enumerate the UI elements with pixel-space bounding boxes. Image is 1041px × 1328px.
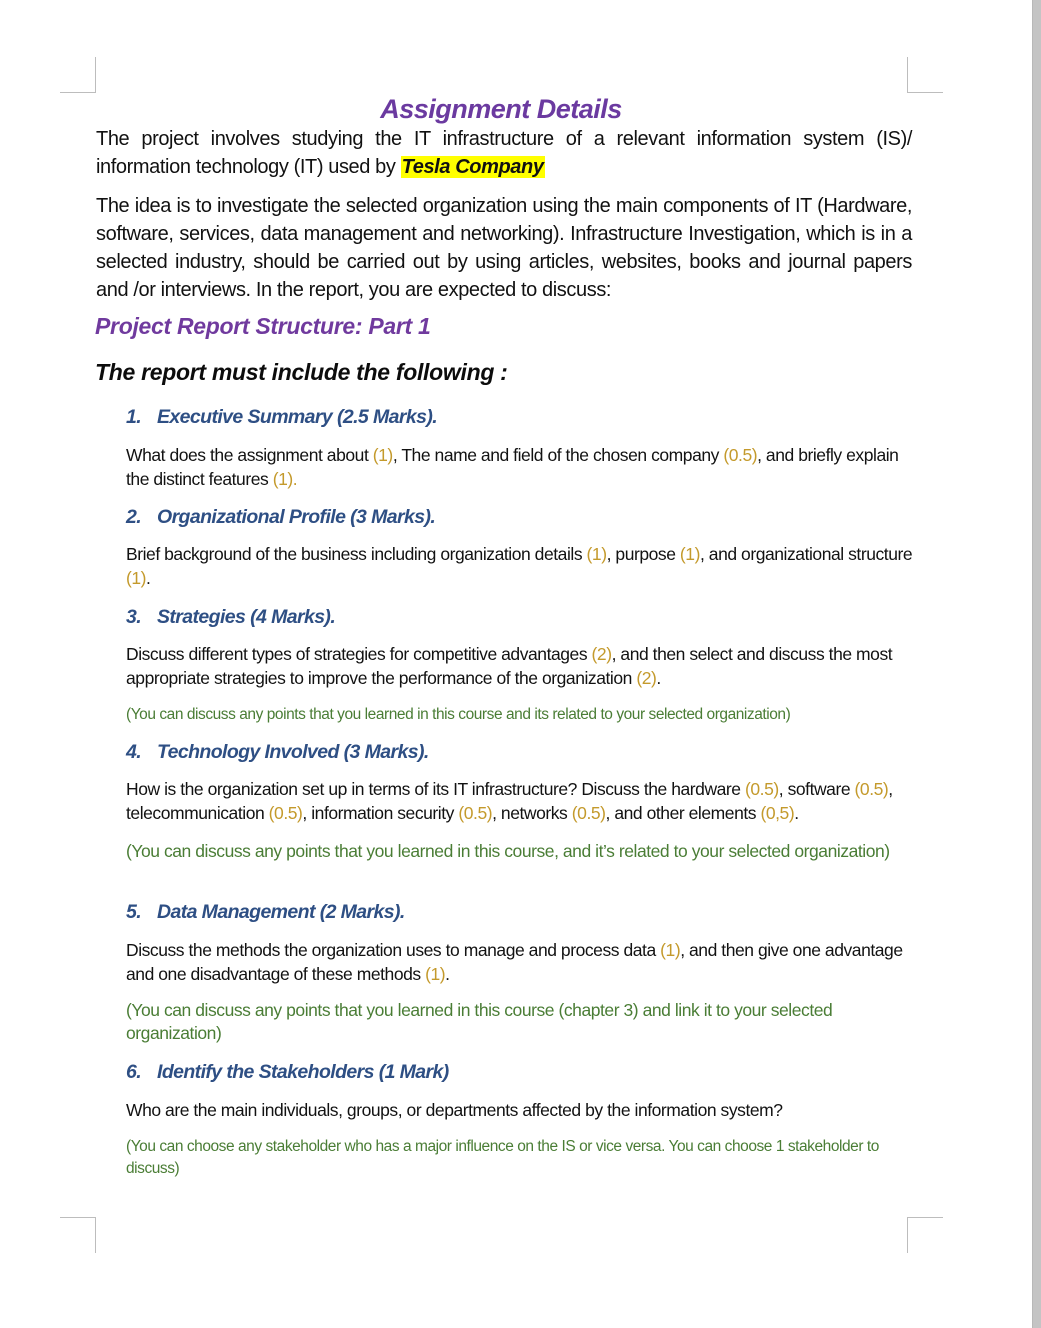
- vertical-scrollbar[interactable]: [1032, 0, 1041, 1328]
- page-corner-mark-bottom-left: [60, 1217, 96, 1253]
- body-text-run: , The name and field of the chosen company: [392, 445, 724, 465]
- item-body-executive-summary: [126, 444, 916, 491]
- item-body-stakeholders: [126, 1099, 916, 1123]
- intro-paragraph-1-text: The project involves studying the IT infrastructure of a relevant information system (IS)/ information technology (IT) used by: [96, 128, 912, 178]
- mark-value: (0,5): [760, 802, 795, 823]
- mark-value: (0.5): [458, 802, 493, 823]
- body-text-run: , and other elements: [605, 802, 761, 823]
- mark-value: (1): [679, 544, 700, 564]
- item-note-stakeholders: (You can choose any stakeholder who has a major influence on the IS or vice versa. You can choose 1 stakeholder to discuss): [126, 1138, 879, 1177]
- mark-value: (0.5): [723, 445, 758, 465]
- intro-paragraph-2: The idea is to investigate the selected organization using the main components of IT (Hardware, software, services, data management and networking). Infrastructure Investigation, which is in a selected industry, should be carried out by using articles, websites, books and journal papers and /or interviews. In the report, you are expected to discuss:: [96, 195, 912, 301]
- body-text-run: .: [794, 802, 799, 823]
- item-heading-text: Data Management (2 Marks).: [157, 901, 405, 923]
- body-text-run: , and briefly explain the distinct features: [126, 445, 899, 489]
- mark-value: (0.5): [268, 802, 303, 823]
- intro-paragraph-1: [96, 125, 912, 181]
- body-text-run: .: [146, 567, 151, 588]
- body-text-run: , networks: [492, 802, 572, 823]
- item-body-technology-involved: [126, 778, 916, 825]
- mark-value: (1): [126, 567, 147, 588]
- item-note-data-management: (You can discuss any points that you learned in this course (chapter 3) and link it to your selected organization): [126, 1000, 833, 1043]
- document-title: Assignment Details: [380, 94, 622, 124]
- item-body-organizational-profile: [126, 543, 916, 590]
- body-text-run: , and then select and discuss the most appropriate strategies to improve the performance of the organization: [126, 644, 893, 688]
- mark-value: (2): [636, 667, 657, 688]
- mark-value: (1): [660, 940, 681, 960]
- item-heading-strategies: [126, 606, 335, 629]
- mark-value: (1): [372, 445, 393, 465]
- body-text-run: , software: [778, 779, 855, 799]
- section-subtitle: Project Report Structure: Part 1: [95, 313, 431, 339]
- body-text-run: .: [445, 963, 450, 984]
- body-text-run: , and organizational structure: [699, 544, 913, 564]
- report-requirements-heading: The report must include the following :: [95, 359, 508, 385]
- page-corner-mark-top-right: [907, 57, 943, 93]
- body-text-run: , purpose: [606, 544, 680, 564]
- item-heading-text: Organizational Profile (3 Marks).: [157, 506, 436, 528]
- item-heading-technology-involved: [126, 741, 429, 764]
- item-note-technology-involved: (You can discuss any points that you learned in this course, and it’s related to your selected organization): [126, 841, 890, 861]
- mark-value: (0.5): [854, 779, 889, 799]
- mark-value: (1): [425, 963, 446, 984]
- body-text-run: Discuss the methods the organization uses to manage and process data: [126, 940, 661, 960]
- item-heading-text: Technology Involved (3 Marks).: [157, 741, 429, 763]
- item-number: 6.: [126, 1061, 142, 1083]
- body-text-run: , information security: [302, 802, 459, 823]
- item-heading-executive-summary: [126, 406, 437, 429]
- highlighted-company-name: Tesla Company: [401, 156, 544, 178]
- body-text-run: Brief background of the business including organization details: [126, 544, 587, 564]
- body-text-run: .: [656, 667, 661, 688]
- mark-value: (2): [591, 644, 612, 664]
- item-heading-text: Executive Summary (2.5 Marks).: [157, 406, 438, 428]
- item-number: 1.: [126, 406, 142, 428]
- body-text-run: What does the assignment about: [126, 445, 373, 465]
- mark-value: (0.5): [571, 802, 606, 823]
- body-text-run: , telecommunication: [126, 779, 893, 823]
- item-heading-data-management: [126, 901, 405, 924]
- page-corner-mark-bottom-right: [907, 1217, 943, 1253]
- item-body-data-management: [126, 939, 916, 986]
- item-number: 2.: [126, 506, 142, 528]
- body-text-run: How is the organization set up in terms of its IT infrastructure? Discuss the hardware: [126, 779, 746, 799]
- item-number: 3.: [126, 606, 142, 628]
- body-text-run: Who are the main individuals, groups, or departments affected by the information system?: [126, 1100, 783, 1120]
- item-heading-organizational-profile: [126, 506, 435, 529]
- item-number: 5.: [126, 901, 142, 923]
- body-text-run: , and then give one advantage and one disadvantage of these methods: [126, 940, 903, 984]
- mark-value: (0.5): [745, 779, 779, 799]
- body-text-run: Discuss different types of strategies for competitive advantages: [126, 644, 592, 664]
- item-body-strategies: [126, 643, 916, 690]
- item-number: 4.: [126, 741, 142, 763]
- page-corner-mark-top-left: [60, 57, 96, 93]
- item-heading-text: Identify the Stakeholders (1 Mark): [157, 1061, 449, 1083]
- item-heading-text: Strategies (4 Marks).: [157, 606, 336, 628]
- mark-value: (1): [586, 544, 607, 564]
- item-heading-stakeholders: [126, 1061, 449, 1084]
- item-note-strategies: (You can discuss any points that you learned in this course and its related to your selected organization): [126, 706, 791, 723]
- mark-value: (1).: [272, 468, 298, 489]
